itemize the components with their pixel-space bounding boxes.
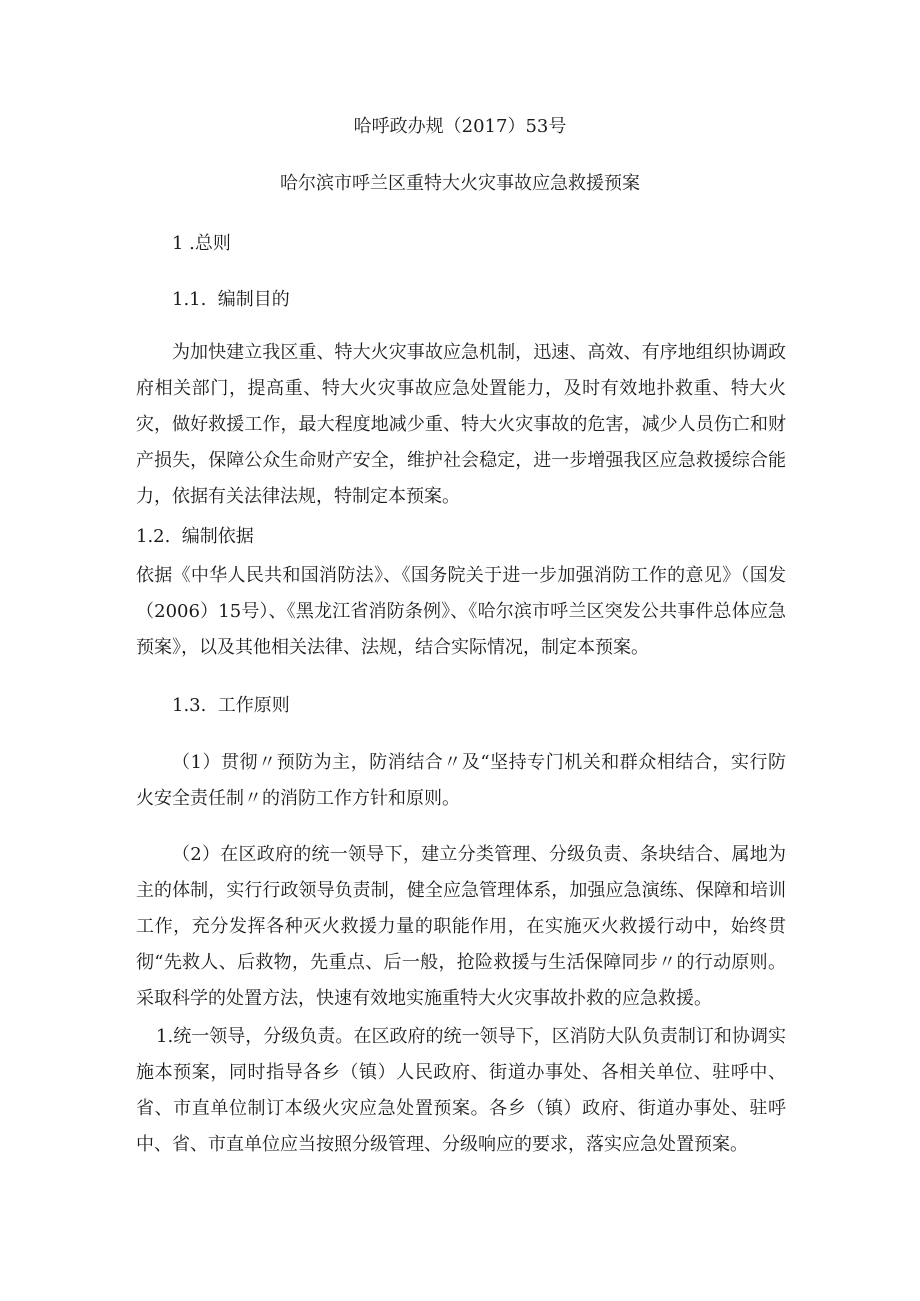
paragraph-principle-2: （2）在区政府的统一领导下，建立分类管理、分级负责、条块结合、属地为主的体制，实行行政领导负责制，健全应急管理体系，加强应急演练、保障和培训工作，充分发挥各种灭火救援力量的职能作用，在实施灭火救援行动中，始终贯彻“先救人、后救物，先重点、后一般，抢险救援与生活保障同步〃的行动原则。采取科学的处置方法，快速有效地实施重特大火灾事故扑救的应急救援。 [136, 844, 786, 1009]
document-title: 哈尔滨市呼兰区重特大火灾事故应急救援预案 [280, 173, 640, 194]
section-heading-basis: 1.2. 编制依据 [136, 526, 254, 547]
document-number: 哈呼政办规（2017）53号 [353, 116, 567, 137]
section-heading-principles: 1.3. 工作原则 [172, 695, 290, 716]
paragraph-basis: 依据《中华人民共和国消防法》、《国务院关于进一步加强消防工作的意见》（国发（2006）15号）、《黑龙江省消防条例》、《哈尔滨市呼兰区突发公共事件总体应急预案》，以及其他相关法律、法规，结合实际情况，制定本预案。 [136, 565, 786, 658]
section-heading-purpose: 1.1. 编制目的 [172, 289, 290, 310]
paragraph-item-1: 1.统一领导，分级负责。在区政府的统一领导下，区消防大队负责制订和协调实施本预案，同时指导各乡（镇）人民政府、街道办事处、各相关单位、驻呼中、省、市直单位制订本级火灾应急处置预案。各乡（镇）政府、街道办事处、驻呼中、省、市直单位应当按照分级管理、分级响应的要求，落实应急处置预案。 [136, 1026, 786, 1155]
section-heading-general: 1 .总则 [172, 233, 231, 254]
paragraph-purpose: 为加快建立我区重、特大火灾事故应急机制，迅速、高效、有序地组织协调政府相关部门，提高重、特大火灾事故应急处置能力，及时有效地扑救重、特大火灾，做好救援工作，最大程度地减少重、特大火灾事故的危害，减少人员伤亡和财产损失，保障公众生命财产安全，维护社会稳定，进一步增强我区应急救援综合能力，依据有关法律法规，特制定本预案。 [136, 342, 786, 507]
paragraph-principle-1: （1）贯彻〃预防为主，防消结合〃及“坚持专门机关和群众相结合，实行防火安全责任制〃的消防工作方针和原则。 [136, 752, 786, 809]
